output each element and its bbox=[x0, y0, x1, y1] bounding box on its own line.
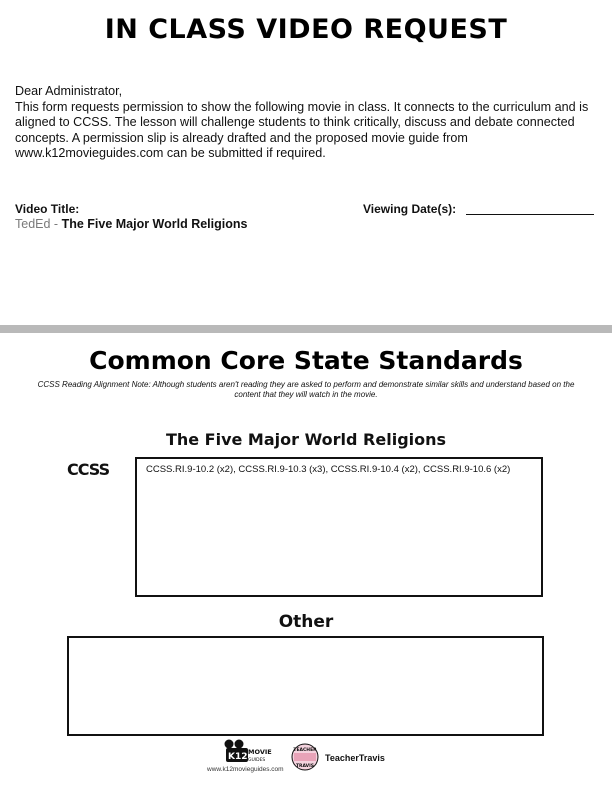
request-letter bbox=[15, 84, 600, 162]
viewing-date-input-line[interactable] bbox=[466, 214, 594, 215]
page-title: IN CLASS VIDEO REQUEST bbox=[104, 14, 508, 45]
film-reel-icon bbox=[225, 740, 234, 749]
svg-text:TEACHER: TEACHER bbox=[293, 748, 317, 753]
letter-body: This form requests permission to show the following movie in class. It connects to the curriculum and is aligned to CCSS. The lesson will challenge students to think critically, discuss and debate connected concepts. A permission slip is already drafted and the proposed movie guide from www.k12movieguides.com can be submitted if required. bbox=[15, 99, 589, 161]
teacher-travis-name: TeacherTravis bbox=[325, 753, 385, 763]
alignment-note: CCSS Reading Alignment Note: Although students aren't reading they are asked to perform and demonstrate similar skills and understand based on the content that they will watch in the movie. bbox=[37, 380, 575, 399]
ccss-standards-box[interactable] bbox=[135, 457, 543, 597]
video-separator: - bbox=[50, 217, 62, 231]
other-standards-box[interactable] bbox=[67, 636, 544, 736]
video-title: The Five Major World Religions bbox=[61, 217, 248, 231]
letter-salutation: Dear Administrator, bbox=[15, 84, 123, 98]
teacher-travis-logo bbox=[290, 742, 320, 772]
video-title-value bbox=[15, 217, 247, 231]
film-reel-icon bbox=[235, 740, 244, 749]
logo-banner-icon bbox=[294, 753, 316, 761]
ccss-label: CCSS bbox=[67, 460, 110, 479]
viewing-date-label: Viewing Date(s): bbox=[363, 202, 457, 216]
svg-text:GUIDES: GUIDES bbox=[248, 758, 266, 763]
other-heading: Other bbox=[278, 612, 334, 632]
video-source: TedEd bbox=[15, 217, 51, 231]
section-divider bbox=[0, 325, 612, 333]
standards-heading: Common Core State Standards bbox=[89, 346, 523, 375]
svg-text:TRAVIS: TRAVIS bbox=[295, 764, 315, 769]
svg-text:K12: K12 bbox=[228, 752, 248, 762]
svg-text:MOVIE: MOVIE bbox=[248, 748, 272, 756]
k12-url: www.k12movieguides.com bbox=[207, 766, 284, 773]
movie-heading: The Five Major World Religions bbox=[165, 430, 447, 449]
video-title-label: Video Title: bbox=[15, 202, 80, 216]
ccss-standards-list: CCSS.RI.9-10.2 (x2), CCSS.RI.9-10.3 (x3), CCSS.RI.9-10.4 (x2), CCSS.RI.9-10.6 (x2) bbox=[146, 464, 511, 475]
